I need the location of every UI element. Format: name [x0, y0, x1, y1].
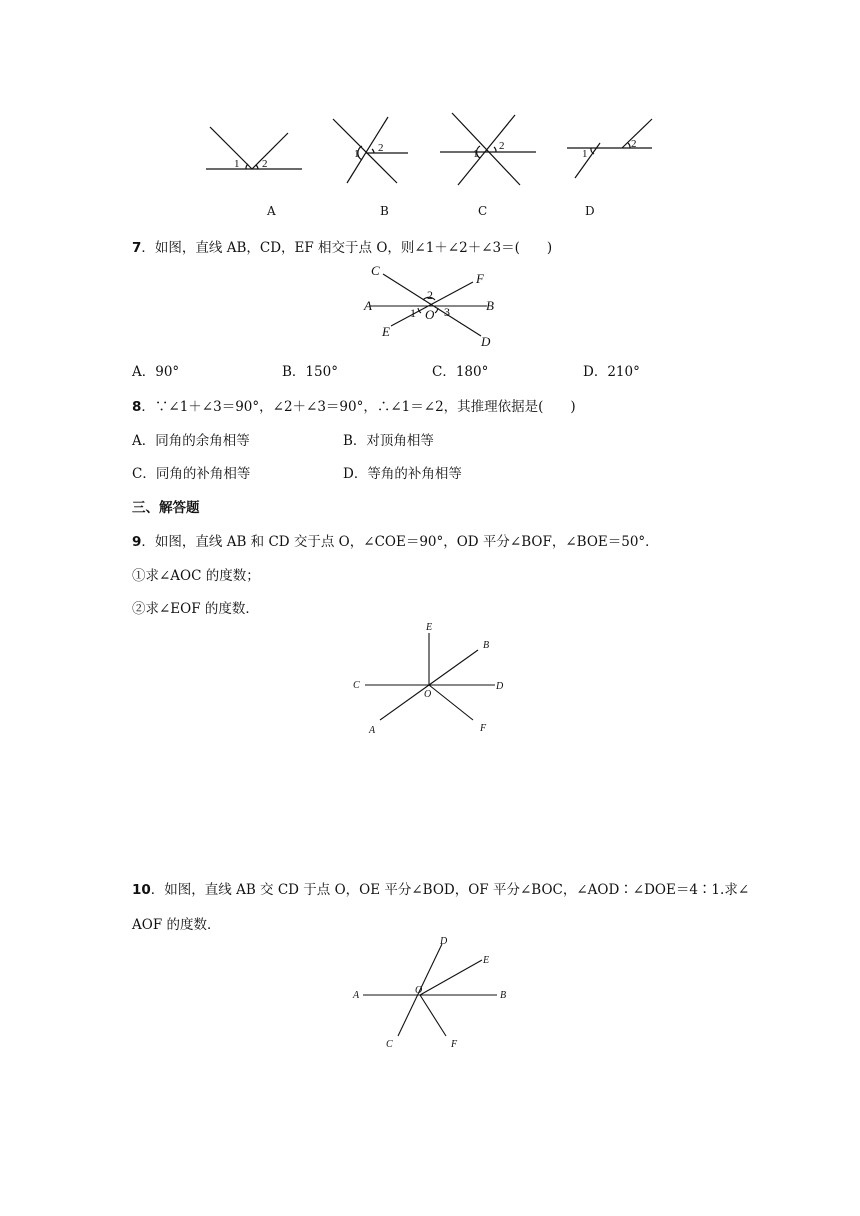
- q7-option-c: C．180°: [432, 364, 489, 380]
- q10-label-f: F: [451, 1039, 458, 1050]
- q7-figure: [355, 260, 505, 352]
- q9-label-e: E: [426, 622, 433, 633]
- q8-text: ．∵∠1＋∠3＝90°，∠2＋∠3＝90°，∴∠1＝∠2，其推理依据是( ): [141, 399, 576, 415]
- fig-d-angle1: 1: [582, 148, 588, 160]
- q7-label-d: D: [481, 334, 491, 349]
- q8-option-b: B．对顶角相等: [343, 433, 434, 449]
- q10-label-o: O: [415, 985, 423, 996]
- section-title: 三、解答题: [132, 500, 200, 516]
- fig-b-letter: B: [380, 204, 389, 218]
- q8-option-d: D．等角的补角相等: [343, 466, 462, 482]
- q7-label-f: F: [476, 271, 484, 286]
- q7-angle3: 3: [444, 305, 450, 319]
- q7-number: 7: [132, 240, 142, 256]
- q8-option-c: C．同角的补角相等: [132, 466, 251, 482]
- q9-text: ．如图，直线 AB 和 CD 交于点 O，∠COE＝90°，OD 平分∠BOF，∠BOE＝50°．: [141, 534, 659, 550]
- q9-part-2: ②求∠EOF 的度数．: [132, 601, 259, 617]
- fig-c-letter: C: [478, 204, 488, 218]
- q7-label-c: C: [371, 263, 380, 278]
- q10-label-d: D: [440, 936, 448, 947]
- q8-stem: [132, 395, 576, 415]
- q9-part-1: ①求∠AOC 的度数；: [132, 568, 260, 584]
- fig-a-letter: A: [267, 204, 276, 218]
- q9-label-a: A: [369, 725, 376, 736]
- q7-option-d: D．210°: [583, 364, 640, 380]
- fig-b-angle2: 2: [378, 142, 384, 154]
- q7-stem: [132, 236, 552, 256]
- q9-label-o: O: [424, 689, 432, 700]
- q10-stem-line1: [132, 878, 749, 898]
- fig-c-angle1: 1: [473, 148, 479, 160]
- q10-label-c: C: [386, 1039, 393, 1050]
- q9-label-d: D: [496, 681, 504, 692]
- q7-label-a: A: [364, 298, 372, 313]
- q10-text-1: ．如图，直线 AB 交 CD 于点 O，OE 平分∠BOD，OF 平分∠BOC，∠AOD∶∠DOE＝4∶1.求∠: [150, 882, 750, 898]
- q7-angle1: 1: [410, 306, 416, 320]
- q9-number: 9: [132, 534, 142, 550]
- q10-figure: [345, 930, 520, 1055]
- fig-a-angle1: 1: [234, 158, 240, 170]
- q7-label-b: B: [486, 298, 494, 313]
- q7-option-b: B．150°: [282, 364, 338, 380]
- q10-label-b: B: [500, 990, 507, 1001]
- q8-number: 8: [132, 399, 142, 415]
- q9-label-b: B: [483, 640, 490, 651]
- q7-angle2: 2: [427, 288, 433, 302]
- q10-label-a: A: [353, 990, 360, 1001]
- q7-text: ．如图，直线 AB，CD，EF 相交于点 O，则∠1＋∠2＋∠3＝( ): [141, 240, 553, 256]
- q7-label-e: E: [382, 324, 390, 339]
- q10-number: 10: [132, 882, 151, 898]
- q7-label-o: O: [425, 307, 435, 322]
- fig-c-angle2: 2: [499, 140, 505, 152]
- q6-figures: [190, 105, 670, 195]
- q9-stem: [132, 530, 659, 550]
- q10-label-e: E: [483, 955, 490, 966]
- q8-option-a: A．同角的余角相等: [132, 433, 250, 449]
- q10-stem-line2: AOF 的度数．: [132, 917, 221, 933]
- q9-label-c: C: [353, 680, 360, 691]
- fig-d-angle2: 2: [631, 138, 637, 150]
- fig-a-angle2: 2: [262, 158, 268, 170]
- fig-b-angle1: 1: [354, 148, 360, 160]
- q9-label-f: F: [480, 723, 487, 734]
- q7-option-a: A．90°: [132, 364, 180, 380]
- q9-figure: [345, 615, 515, 740]
- fig-d-letter: D: [585, 204, 595, 218]
